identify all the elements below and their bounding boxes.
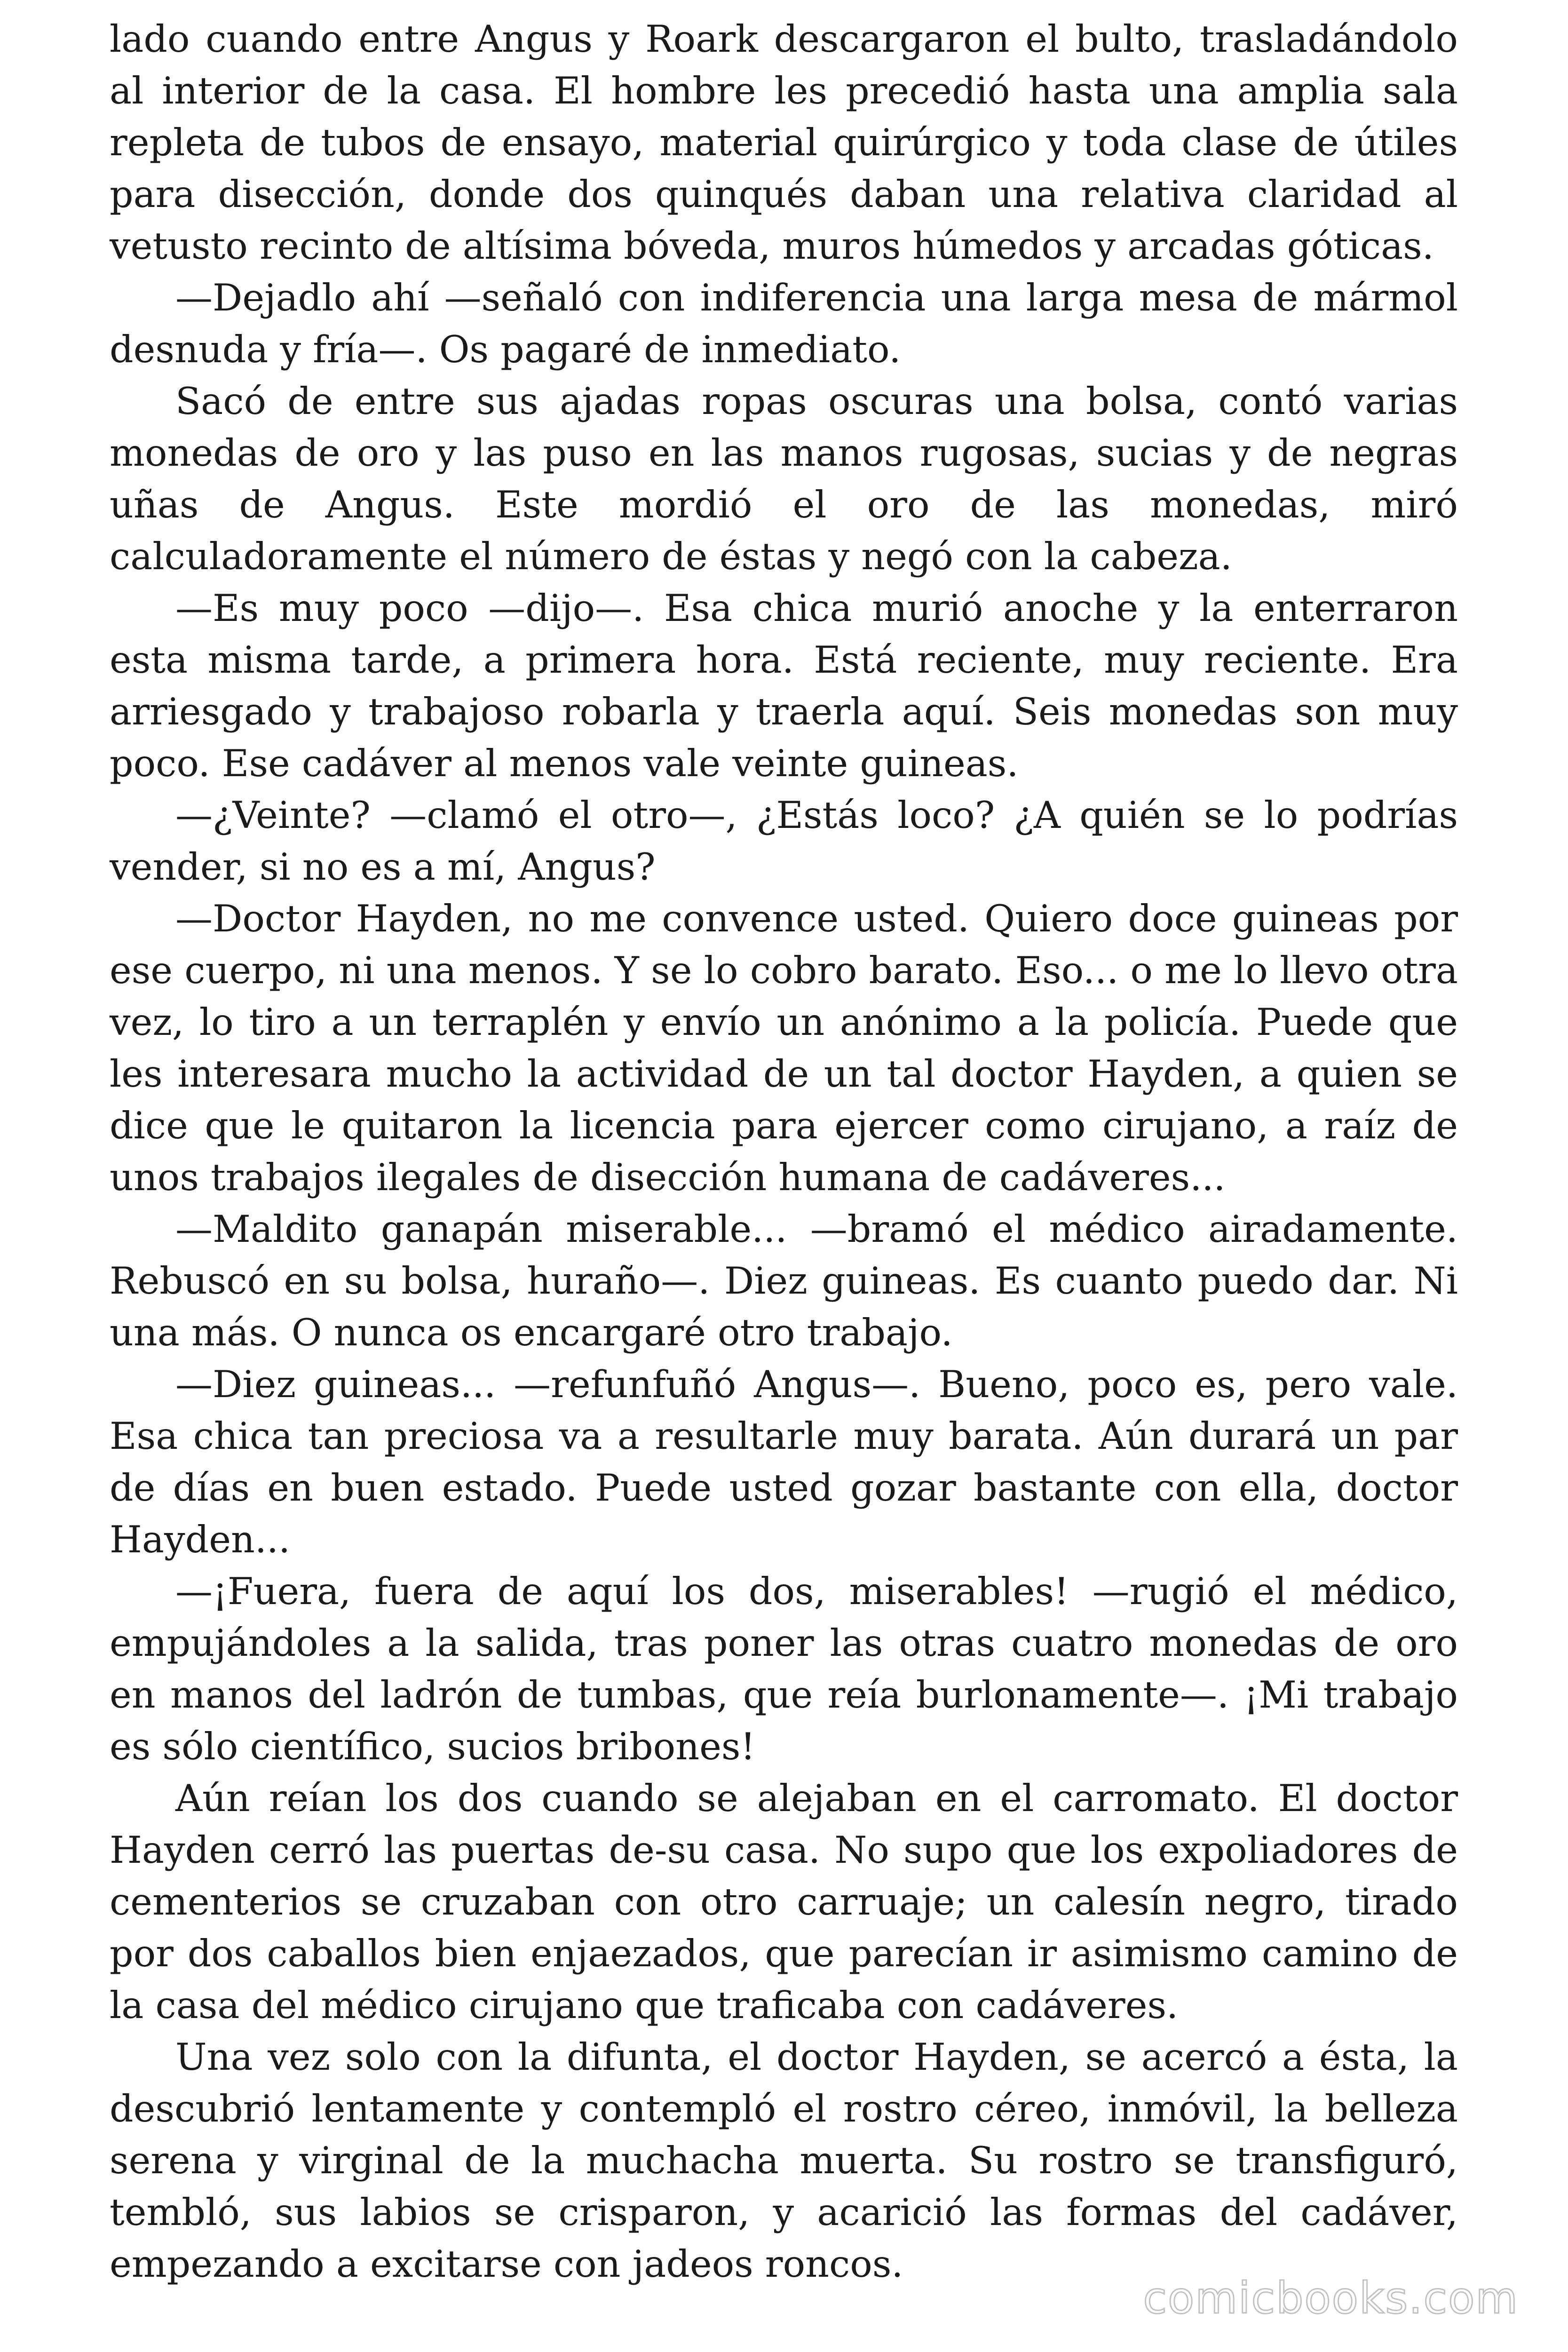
paragraph-11: Una vez solo con la difunta, el doctor Hayden, se acercó a ésta, la descubrió lentamente y contempló el rostro céreo, inmóvil, la belleza serena y virginal de la muchacha muerta. Su rostro se transfiguró, tembló, sus labios se crisparon, y acarició las formas del cadáver, empezando a excitarse con jadeos roncos. — [110, 2035, 1458, 2286]
page-text — [110, 13, 1458, 2290]
paragraph-1: lado cuando entre Angus y Roark descargaron el bulto, trasladándolo al interior de la casa. El hombre les precedió hasta una amplia sala repleta de tubos de ensayo, material quirúrgico y toda clase de útiles para disección, donde dos quinqués daban una relativa claridad al vetusto recinto de altísima bóveda, muros húmedos y arcadas góticas. — [110, 17, 1458, 268]
paragraph-7: —Maldito ganapán miserable... —bramó el médico airadamente. Rebuscó en su bolsa, huraño—. Diez guineas. Es cuanto puedo dar. Ni una más. O nunca os encargaré otro trabajo. — [110, 1208, 1458, 1354]
paragraph-3: Sacó de entre sus ajadas ropas oscuras una bolsa, contó varias monedas de oro y las puso en las manos rugosas, sucias y de negras uñas de Angus. Este mordió el oro de las monedas, miró calculadoramente el número de éstas y negó con la cabeza. — [110, 380, 1458, 578]
paragraph-6: —Doctor Hayden, no me convence usted. Quiero doce guineas por ese cuerpo, ni una menos. Y se lo cobro barato. Eso... o me lo llevo otra vez, lo tiro a un terraplén y envío un anónimo a la policía. Puede que les interesara mucho la actividad de un tal doctor Hayden, a quien se dice que le quitaron la licencia para ejercer como cirujano, a raíz de unos trabajos ilegales de disección humana de cadáveres... — [110, 897, 1458, 1199]
paragraph-4: —Es muy poco —dijo—. Esa chica murió anoche y la enterraron esta misma tarde, a primera hora. Está reciente, muy reciente. Era arriesgado y trabajoso robarla y traerla aquí. Seis monedas son muy poco. Ese cadáver al menos vale veinte guineas. — [110, 587, 1458, 785]
paragraph-2: —Dejadlo ahí —señaló con indiferencia una larga mesa de mármol desnuda y fría—. Os pagaré de inmediato. — [110, 276, 1458, 371]
paragraph-9: —¡Fuera, fuera de aquí los dos, miserables! —rugió el médico, empujándoles a la salida, tras poner las otras cuatro monedas de oro en manos del ladrón de tumbas, que reía burlonamente—. ¡Mi trabajo es sólo científico, sucios bribones! — [110, 1570, 1458, 1768]
paragraph-5: —¿Veinte? —clamó el otro—, ¿Estás loco? ¿A quién se lo podrías vender, si no es a mí, Angus? — [110, 794, 1458, 889]
paragraph-10: Aún reían los dos cuando se alejaban en el carromato. El doctor Hayden cerró las puertas de-su casa. No supo que los expoliadores de cementerios se cruzaban con otro carruaje; un calesín negro, tirado por dos caballos bien enjaezados, que parecían ir asimismo camino de la casa del médico cirujano que traficaba con cadáveres. — [110, 1777, 1458, 2027]
paragraph-8: —Diez guineas... —refunfuñó Angus—. Bueno, poco es, pero vale. Esa chica tan preciosa va a resultarle muy barata. Aún durará un par de días en buen estado. Puede usted gozar bastante con ella, doctor Hayden... — [110, 1363, 1458, 1561]
watermark: comicbooks.com — [1143, 2273, 1519, 2323]
